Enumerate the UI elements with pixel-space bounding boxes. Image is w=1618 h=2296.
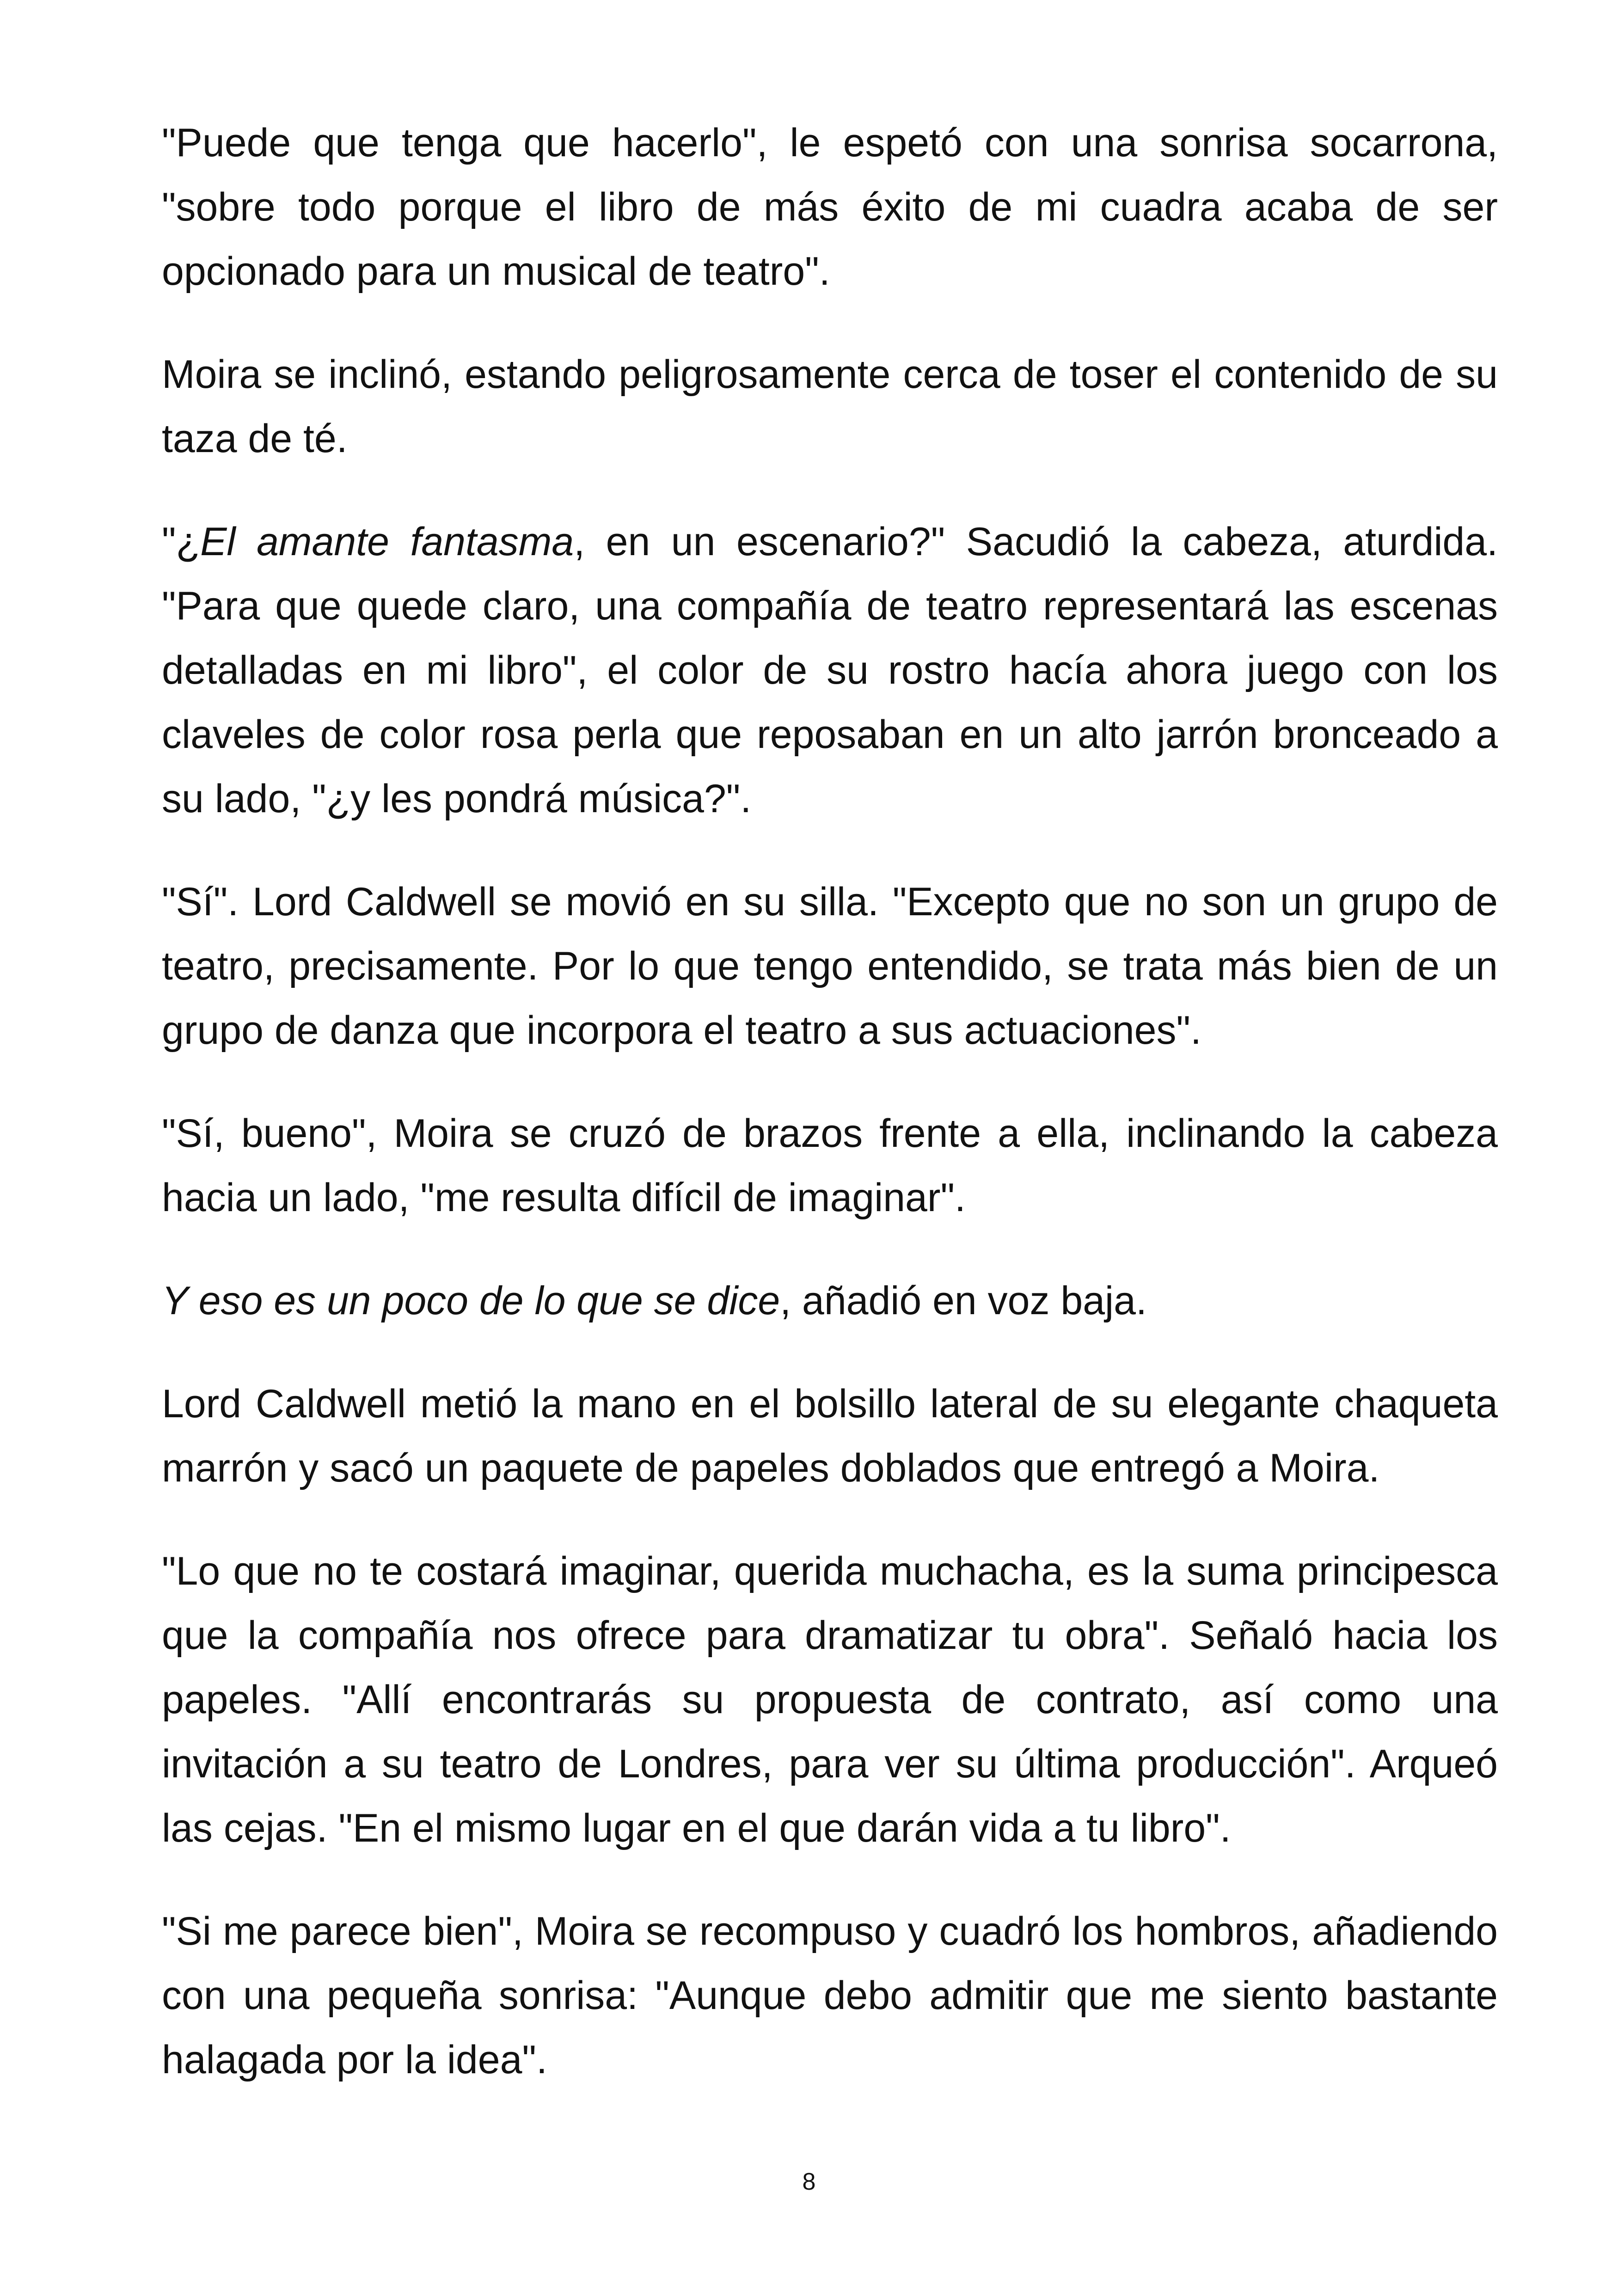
page-body xyxy=(162,111,1498,2092)
paragraph-8 xyxy=(162,1539,1498,1861)
paragraph-3 xyxy=(162,510,1498,831)
paragraph-8-text: "Lo que no te costará imaginar, querida muchacha, es la suma principesca que la compañía nos ofrece para dramatizar tu obra". Señaló hacia los papeles. "Allí encontrarás su propuesta de contrato, así como una invitación a su teatro de Londres, para ver su última producción". Arqueó las cejas. "En el mismo lugar en el que darán vida a tu libro". xyxy=(162,1549,1498,1850)
paragraph-6-text: , añadió en voz baja. xyxy=(780,1279,1147,1323)
paragraph-9 xyxy=(162,1899,1498,2092)
paragraph-4-text: "Sí". Lord Caldwell se movió en su silla. "Excepto que no son un grupo de teatro, precisamente. Por lo que tengo entendido, se trata más bien de un grupo de danza que incorpora el teatro a sus actuaciones". xyxy=(162,880,1498,1053)
paragraph-2-text: Moira se inclinó, estando peligrosamente cerca de toser el contenido de su taza de té. xyxy=(162,352,1498,461)
paragraph-5 xyxy=(162,1102,1498,1230)
book-title-italic: El amante fantasma xyxy=(200,520,574,564)
paragraph-1 xyxy=(162,111,1498,304)
paragraph-2 xyxy=(162,343,1498,471)
paragraph-5-text: "Sí, bueno", Moira se cruzó de brazos frente a ella, inclinando la cabeza hacia un lado, "me resulta difícil de imaginar". xyxy=(162,1111,1498,1220)
paragraph-3-open-quote: "¿ xyxy=(162,520,201,564)
inner-thought-italic: Y eso es un poco de lo que se dice xyxy=(162,1279,780,1323)
paragraph-7 xyxy=(162,1372,1498,1500)
paragraph-6 xyxy=(162,1269,1498,1333)
paragraph-9-text: "Si me parece bien", Moira se recompuso y cuadró los hombros, añadiendo con una pequeña sonrisa: "Aunque debo admitir que me siento bastante halagada por la idea". xyxy=(162,1909,1498,2082)
paragraph-4 xyxy=(162,870,1498,1063)
paragraph-7-text: Lord Caldwell metió la mano en el bolsillo lateral de su elegante chaqueta marrón y sacó un paquete de papeles doblados que entregó a Moira. xyxy=(162,1382,1498,1490)
paragraph-3-text: , en un escenario?" Sacudió la cabeza, aturdida. "Para que quede claro, una compañía de teatro representará las escenas detalladas en mi libro", el color de su rostro hacía ahora juego con los claveles de color rosa perla que reposaban en un alto jarrón bronceado a su lado, "¿y les pondrá música?". xyxy=(162,520,1498,821)
paragraph-1-text: "Puede que tenga que hacerlo", le espetó con una sonrisa socarrona, "sobre todo porque el libro de más éxito de mi cuadra acaba de ser opcionado para un musical de teatro". xyxy=(162,121,1498,294)
page-number: 8 xyxy=(802,2168,816,2195)
